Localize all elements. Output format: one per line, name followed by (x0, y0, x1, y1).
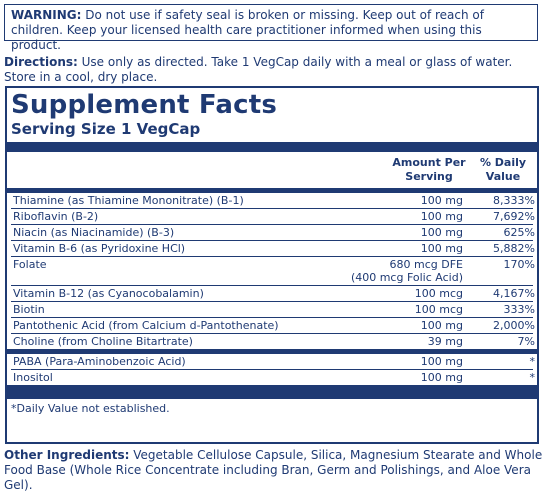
nutrient-amount: 100 mg (420, 226, 463, 239)
nutrient-amount-secondary: (400 mcg Folic Acid) (350, 271, 463, 284)
nutrient-row (11, 209, 533, 225)
nutrient-row (11, 302, 533, 318)
nutrient-amount: 100 mcg (414, 303, 463, 316)
nutrient-amount: 100 mg (420, 194, 463, 207)
nutrient-name: Choline (from Choline Bitartrate) (13, 335, 193, 348)
panel-title: Supplement Facts (11, 90, 278, 120)
dv-header-line2: Value (485, 170, 521, 183)
nutrient-name: Biotin (13, 303, 45, 316)
nutrient-row (11, 334, 533, 349)
footnote: *Daily Value not established. (11, 402, 170, 415)
nutrient-dv: 2,000% (493, 319, 535, 332)
nutrient-dv: 8,333% (493, 194, 535, 207)
nutrient-name: Vitamin B-12 (as Cyanocobalamin) (13, 287, 204, 300)
nutrient-dv: 4,167% (493, 287, 535, 300)
nutrient-amount: 39 mg (427, 335, 463, 348)
divider-bottom (7, 385, 537, 399)
warning-text: Do not use if safety seal is broken or missing. Keep out of reach of children. Keep your licensed health care practitioner informed when using this product. (11, 8, 484, 52)
nutrient-name: Vitamin B-6 (as Pyridoxine HCl) (13, 242, 186, 255)
nutrient-name: Thiamine (as Thiamine Mononitrate) (B-1) (13, 194, 244, 207)
nutrient-row (11, 318, 533, 334)
divider-thick (7, 142, 537, 152)
serving-size: Serving Size 1 VegCap (11, 120, 201, 138)
nutrient-name: Niacin (as Niacinamide) (B-3) (13, 226, 175, 239)
other-ingredients (4, 448, 548, 493)
daily-value-header (473, 156, 533, 184)
nutrient-amount: 100 mg (420, 355, 463, 368)
nutrient-dv: 170% (503, 258, 535, 271)
amount-header (385, 156, 473, 184)
warning-label: WARNING: (11, 8, 82, 22)
nutrient-dv: 333% (503, 303, 535, 316)
supplement-facts-panel (5, 86, 539, 444)
nutrient-dv: * (529, 355, 535, 368)
nutrient-dv: 625% (503, 226, 535, 239)
directions (4, 55, 544, 85)
nutrient-name: Inositol (13, 371, 53, 384)
nutrient-row (11, 193, 533, 209)
nutrient-dv: * (529, 371, 535, 384)
nutrient-row (11, 370, 533, 385)
dv-header-line1: % Daily (479, 156, 527, 169)
nutrient-row (11, 225, 533, 241)
other-ingredients-label: Other Ingredients: (4, 448, 130, 462)
nutrient-amount: 100 mg (420, 242, 463, 255)
nutrient-amount: 100 mg (420, 371, 463, 384)
nutrient-name: PABA (Para-Aminobenzoic Acid) (13, 355, 186, 368)
nutrient-name: Riboflavin (B-2) (13, 210, 99, 223)
directions-text: Use only as directed. Take 1 VegCap daily with a meal or glass of water. Store in a cool, dry place. (4, 55, 513, 84)
column-header (11, 152, 533, 188)
nutrient-amount: 100 mg (420, 319, 463, 332)
nutrient-amount: 680 mcg DFE (389, 258, 463, 271)
directions-label: Directions: (4, 55, 78, 69)
amount-header-line1: Amount Per (392, 156, 466, 169)
other-ingredients-text: Vegetable Cellulose Capsule, Silica, Magnesium Stearate and Whole Food Base (Whole Rice Concentrate including Bran, Germ and Polishings, and Aloe Vera Gel). (4, 448, 543, 492)
nutrient-dv: 5,882% (493, 242, 535, 255)
nutrient-name: Folate (13, 258, 47, 271)
nutrient-row (11, 241, 533, 257)
nutrient-dv: 7% (517, 335, 535, 348)
nutrient-row (11, 257, 533, 286)
nutrient-name: Pantothenic Acid (from Calcium d-Pantothenate) (13, 319, 279, 332)
warning-box (4, 4, 538, 52)
nutrient-row (11, 354, 533, 370)
nutrient-dv: 7,692% (493, 210, 535, 223)
nutrient-row (11, 286, 533, 302)
nutrient-amount: 100 mg (420, 210, 463, 223)
nutrient-amount: 100 mcg (414, 287, 463, 300)
amount-header-line2: Serving (405, 170, 453, 183)
